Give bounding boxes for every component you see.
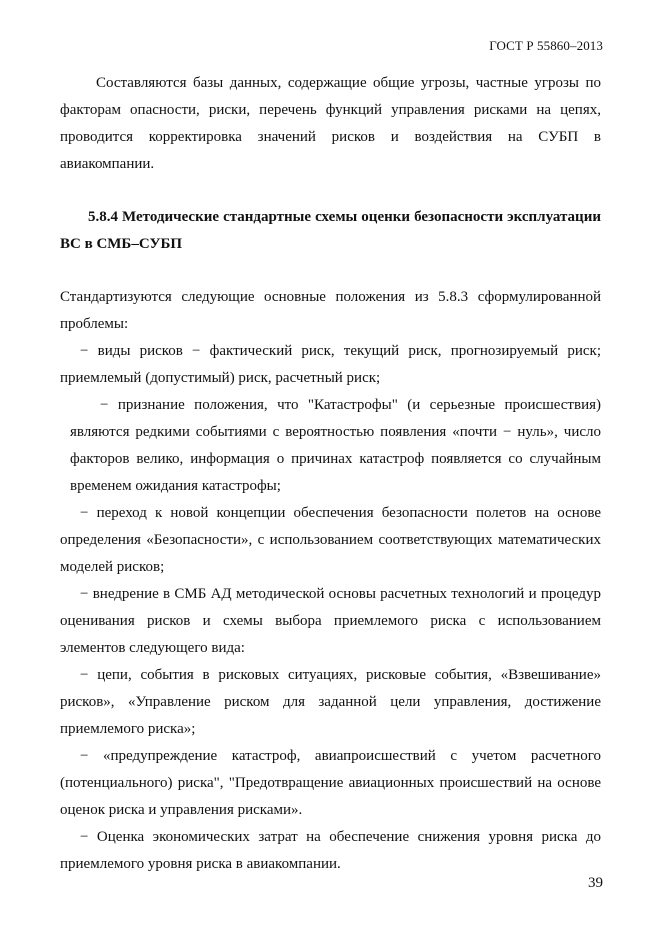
bullet-methodological-basis: − внедрение в СМБ АД методической основы расчетных технологий и процедур оценивания рисков и схемы выбора приемлемого риска с использованием элементов следующего вида: [60, 586, 601, 656]
paragraph-databases: Составляются базы данных, содержащие общие угрозы, частные угрозы по факторам опасности, риски, перечень функций управления рисками на цепях, проводится корректировка значений рисков и воздействия на СУБП в авиакомпании. [60, 75, 601, 172]
section-heading-5-8-4: 5.8.4 Методические стандартные схемы оценки безопасности эксплуатации ВС в СМБ–СУБП [60, 209, 601, 252]
bullet-economic-costs: − Оценка экономических затрат на обеспечение снижения уровня риска до приемлемого уровня риска в авиакомпании. [60, 829, 601, 872]
bullet-chains-events: − цепи, события в рисковых ситуациях, рисковые события, «Взвешивание» рисков», «Управление риском для заданной цели управления, достижение приемлемого риска»; [60, 667, 601, 737]
bullet-catastrophes-rare: − признание положения, что "Катастрофы" (и серьезные происшествия) являются редкими событиями с вероятностью появления «почти − нуль», число факторов велико, информация о причинах катастроф появляется со случайным временем ожидания катастрофы; [70, 397, 601, 494]
bullet-accident-prevention: − «предупреждение катастроф, авиапроисшествий с учетом расчетного (потенциального) риска", "Предотвращение авиационных происшествий на основе оценок риска и управления рисками». [60, 748, 601, 818]
paragraph-standardized-provisions: Стандартизуются следующие основные положения из 5.8.3 сформулированной проблемы: [60, 289, 601, 332]
indented-block [60, 392, 601, 500]
page-body [60, 70, 601, 878]
page-number: 39 [588, 875, 603, 891]
bullet-risk-types: − виды рисков − фактический риск, текущий риск, прогнозируемый риск; приемлемый (допустимый) риск, расчетный риск; [60, 343, 601, 386]
document-header: ГОСТ Р 55860–2013 [489, 38, 603, 53]
bullet-new-safety-concept: − переход к новой концепции обеспечения безопасности полетов на основе определения «Безопасности», с использованием соответствующих математических моделей рисков; [60, 505, 601, 575]
